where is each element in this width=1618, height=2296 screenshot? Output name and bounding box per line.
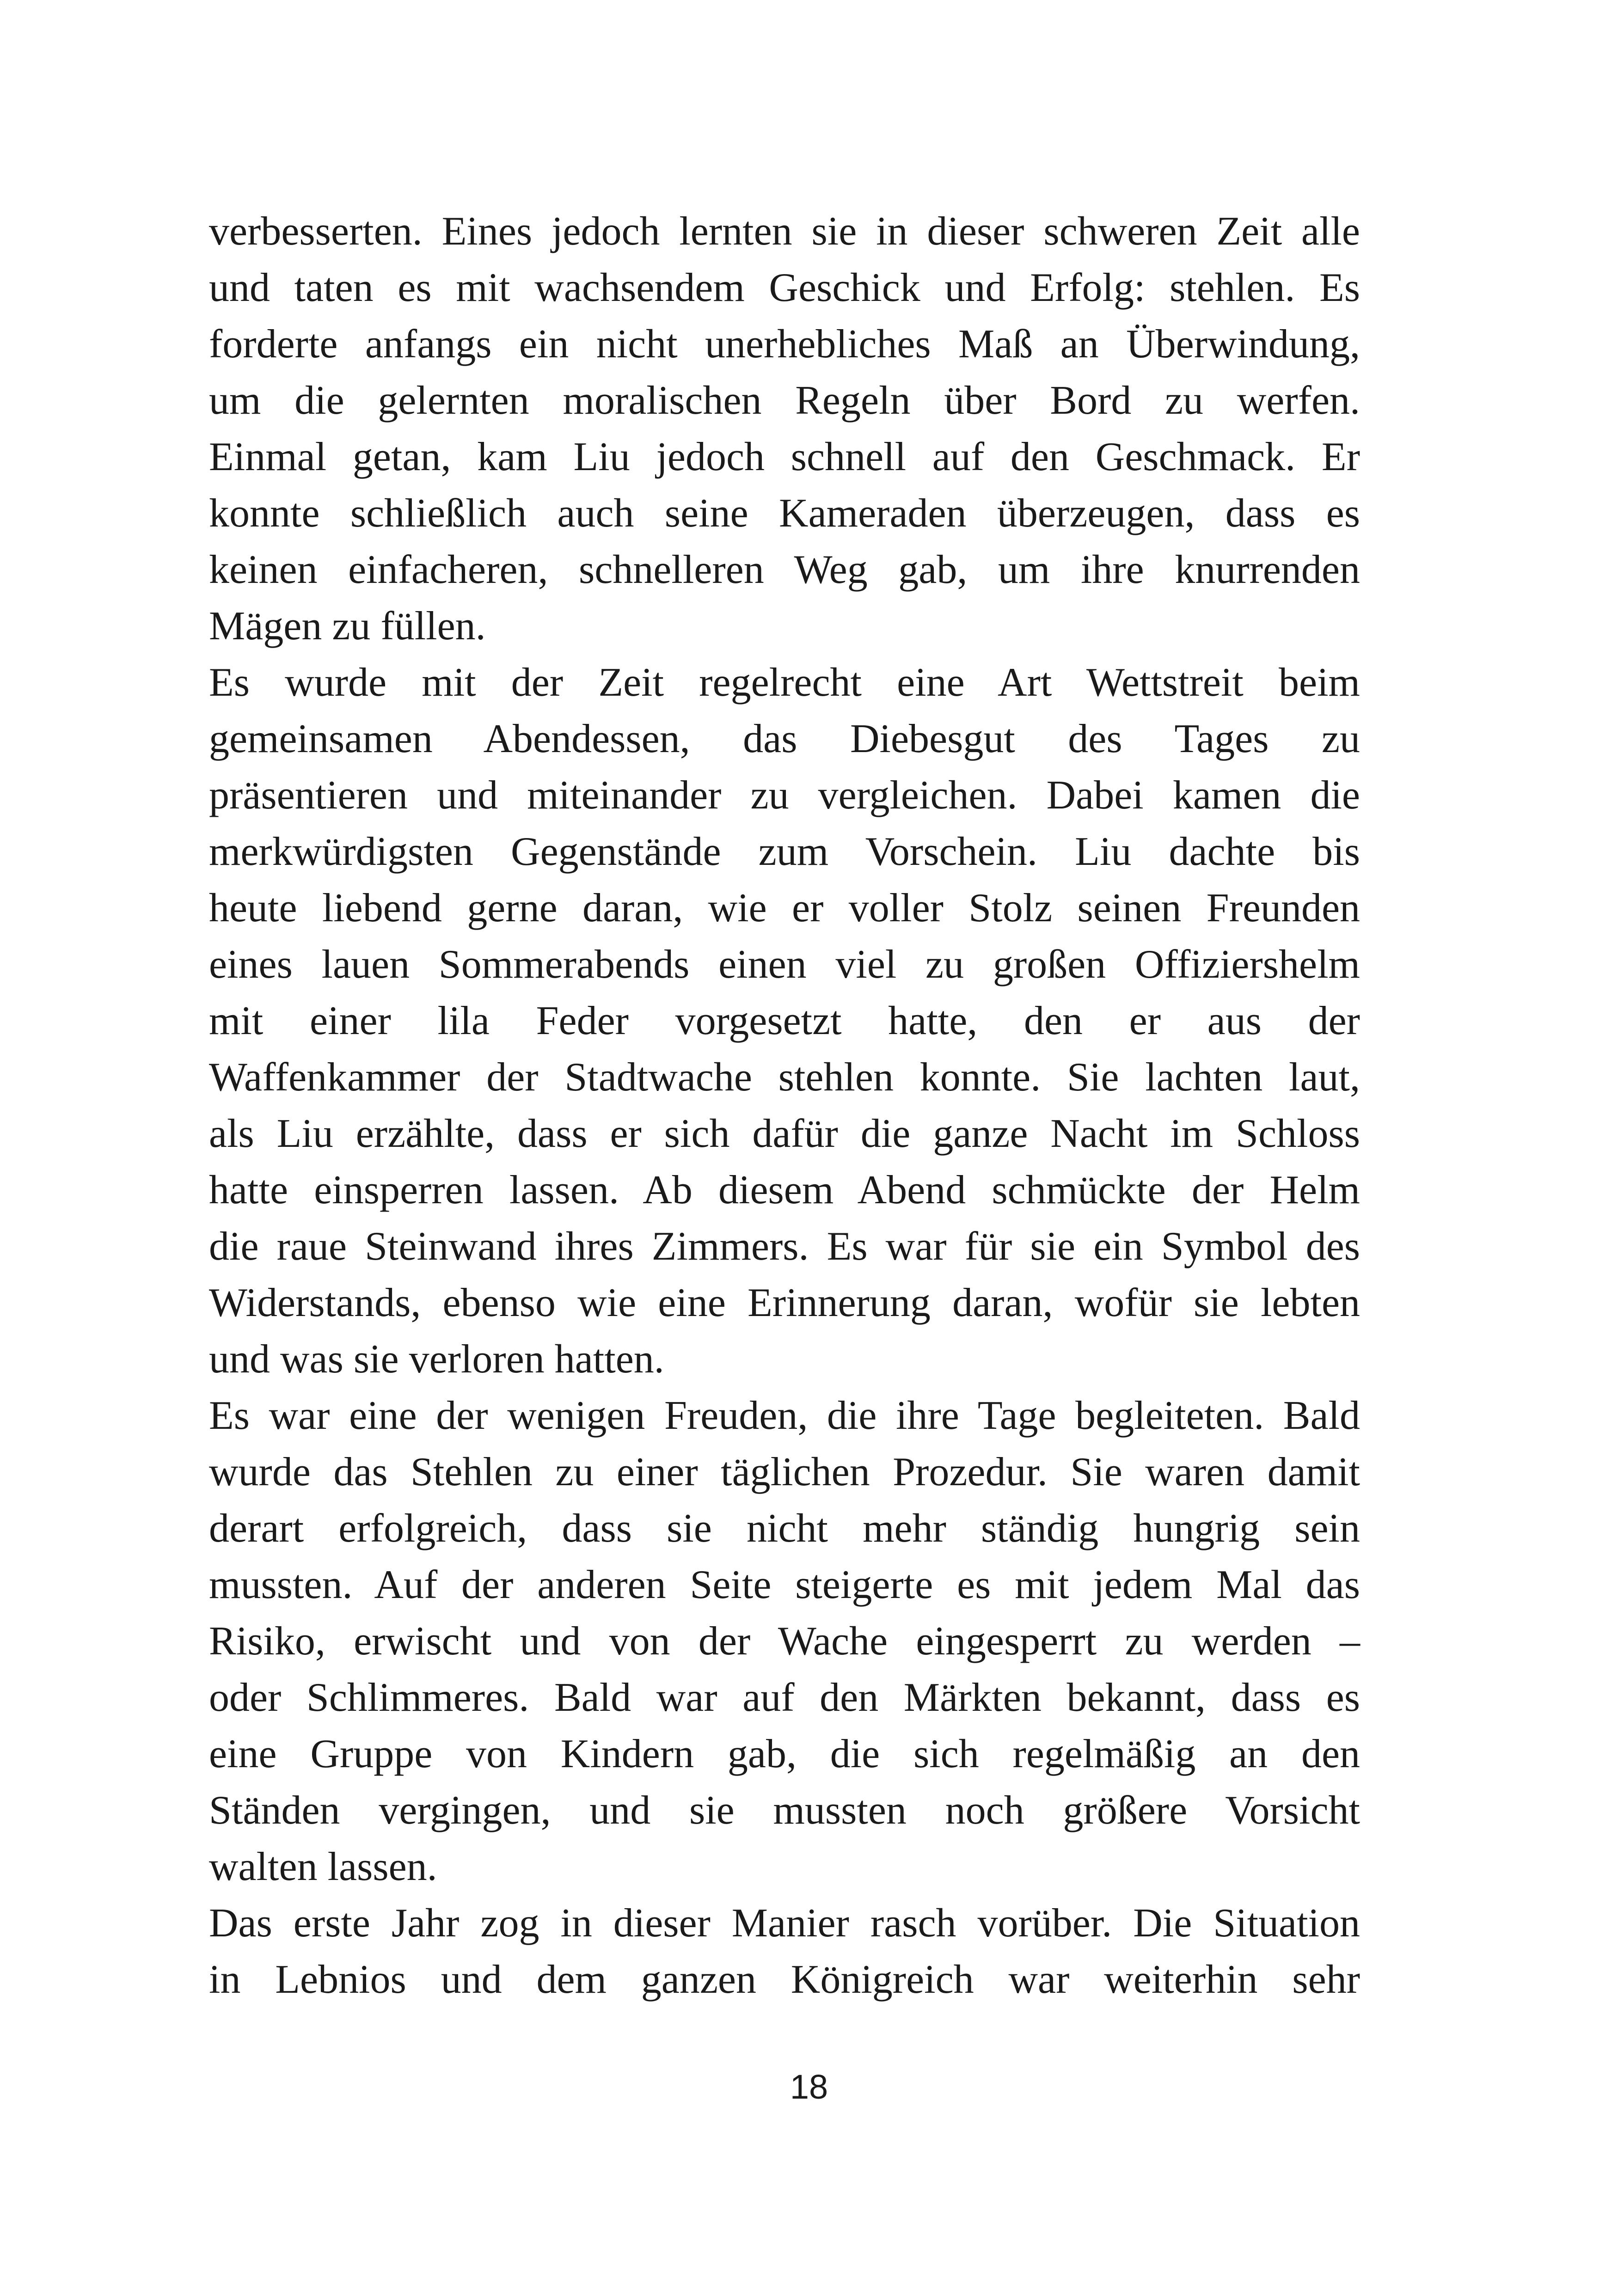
text-line: Einmal getan, kam Liu jedoch schnell auf den Geschmack. Er	[209, 435, 1360, 479]
text-line: walten lassen.	[209, 1844, 437, 1889]
text-line: oder Schlimmeres. Bald war auf den Märkten bekannt, dass es	[209, 1675, 1360, 1720]
text-line: in Lebnios und dem ganzen Königreich war weiterhin sehr	[209, 1957, 1360, 2002]
text-line: als Liu erzählte, dass er sich dafür die ganze Nacht im Schloss	[209, 1111, 1360, 1156]
text-line: eine Gruppe von Kindern gab, die sich regelmäßig an den	[209, 1732, 1360, 1776]
text-line: Das erste Jahr zog in dieser Manier rasch vorüber. Die Situation	[209, 1901, 1360, 1946]
body-text	[209, 203, 1360, 2008]
text-line: hatte einsperren lassen. Ab diesem Abend schmückte der Helm	[209, 1168, 1360, 1212]
text-line: wurde das Stehlen zu einer täglichen Prozedur. Sie waren damit	[209, 1450, 1360, 1494]
text-line: heute liebend gerne daran, wie er voller Stolz seinen Freunden	[209, 886, 1360, 931]
paragraph	[209, 1388, 1360, 1895]
text-line: und was sie verloren hatten.	[209, 1337, 664, 1382]
text-line: verbesserten. Eines jedoch lernten sie in dieser schweren Zeit alle	[209, 209, 1360, 254]
text-line: präsentieren und miteinander zu vergleichen. Dabei kamen die	[209, 773, 1360, 818]
paragraph	[209, 1895, 1360, 2008]
text-line: die raue Steinwand ihres Zimmers. Es war für sie ein Symbol des	[209, 1224, 1360, 1269]
text-line: Es wurde mit der Zeit regelrecht eine Art Wettstreit beim	[209, 660, 1360, 705]
text-line: derart erfolgreich, dass sie nicht mehr ständig hungrig sein	[209, 1506, 1360, 1551]
paragraph	[209, 203, 1360, 655]
text-line: und taten es mit wachsendem Geschick und Erfolg: stehlen. Es	[209, 265, 1360, 310]
text-line: Risiko, erwischt und von der Wache eingesperrt zu werden –	[209, 1619, 1360, 1664]
text-line: Widerstands, ebenso wie eine Erinnerung daran, wofür sie lebten	[209, 1280, 1360, 1325]
text-line: merkwürdigsten Gegenstände zum Vorschein. Liu dachte bis	[209, 829, 1360, 874]
text-line: mussten. Auf der anderen Seite steigerte es mit jedem Mal das	[209, 1562, 1360, 1607]
text-line: um die gelernten moralischen Regeln über Bord zu werfen.	[209, 378, 1360, 423]
text-line: konnte schließlich auch seine Kameraden überzeugen, dass es	[209, 491, 1360, 536]
text-line: Es war eine der wenigen Freuden, die ihre Tage begleiteten. Bald	[209, 1393, 1360, 1438]
text-line: forderte anfangs ein nicht unerhebliches Maß an Überwindung,	[209, 322, 1360, 367]
text-line: keinen einfacheren, schnelleren Weg gab, um ihre knurrenden	[209, 547, 1360, 592]
paragraph	[209, 655, 1360, 1388]
text-line: mit einer lila Feder vorgesetzt hatte, den er aus der	[209, 998, 1360, 1043]
text-line: gemeinsamen Abendessen, das Diebesgut des Tages zu	[209, 716, 1360, 761]
text-line: Waffenkammer der Stadtwache stehlen konnte. Sie lachten laut,	[209, 1055, 1360, 1100]
page-number: 18	[790, 2068, 828, 2106]
text-line: eines lauen Sommerabends einen viel zu großen Offiziershelm	[209, 942, 1360, 987]
text-line: Mägen zu füllen.	[209, 604, 486, 649]
text-line: Ständen vergingen, und sie mussten noch größere Vorsicht	[209, 1788, 1360, 1833]
